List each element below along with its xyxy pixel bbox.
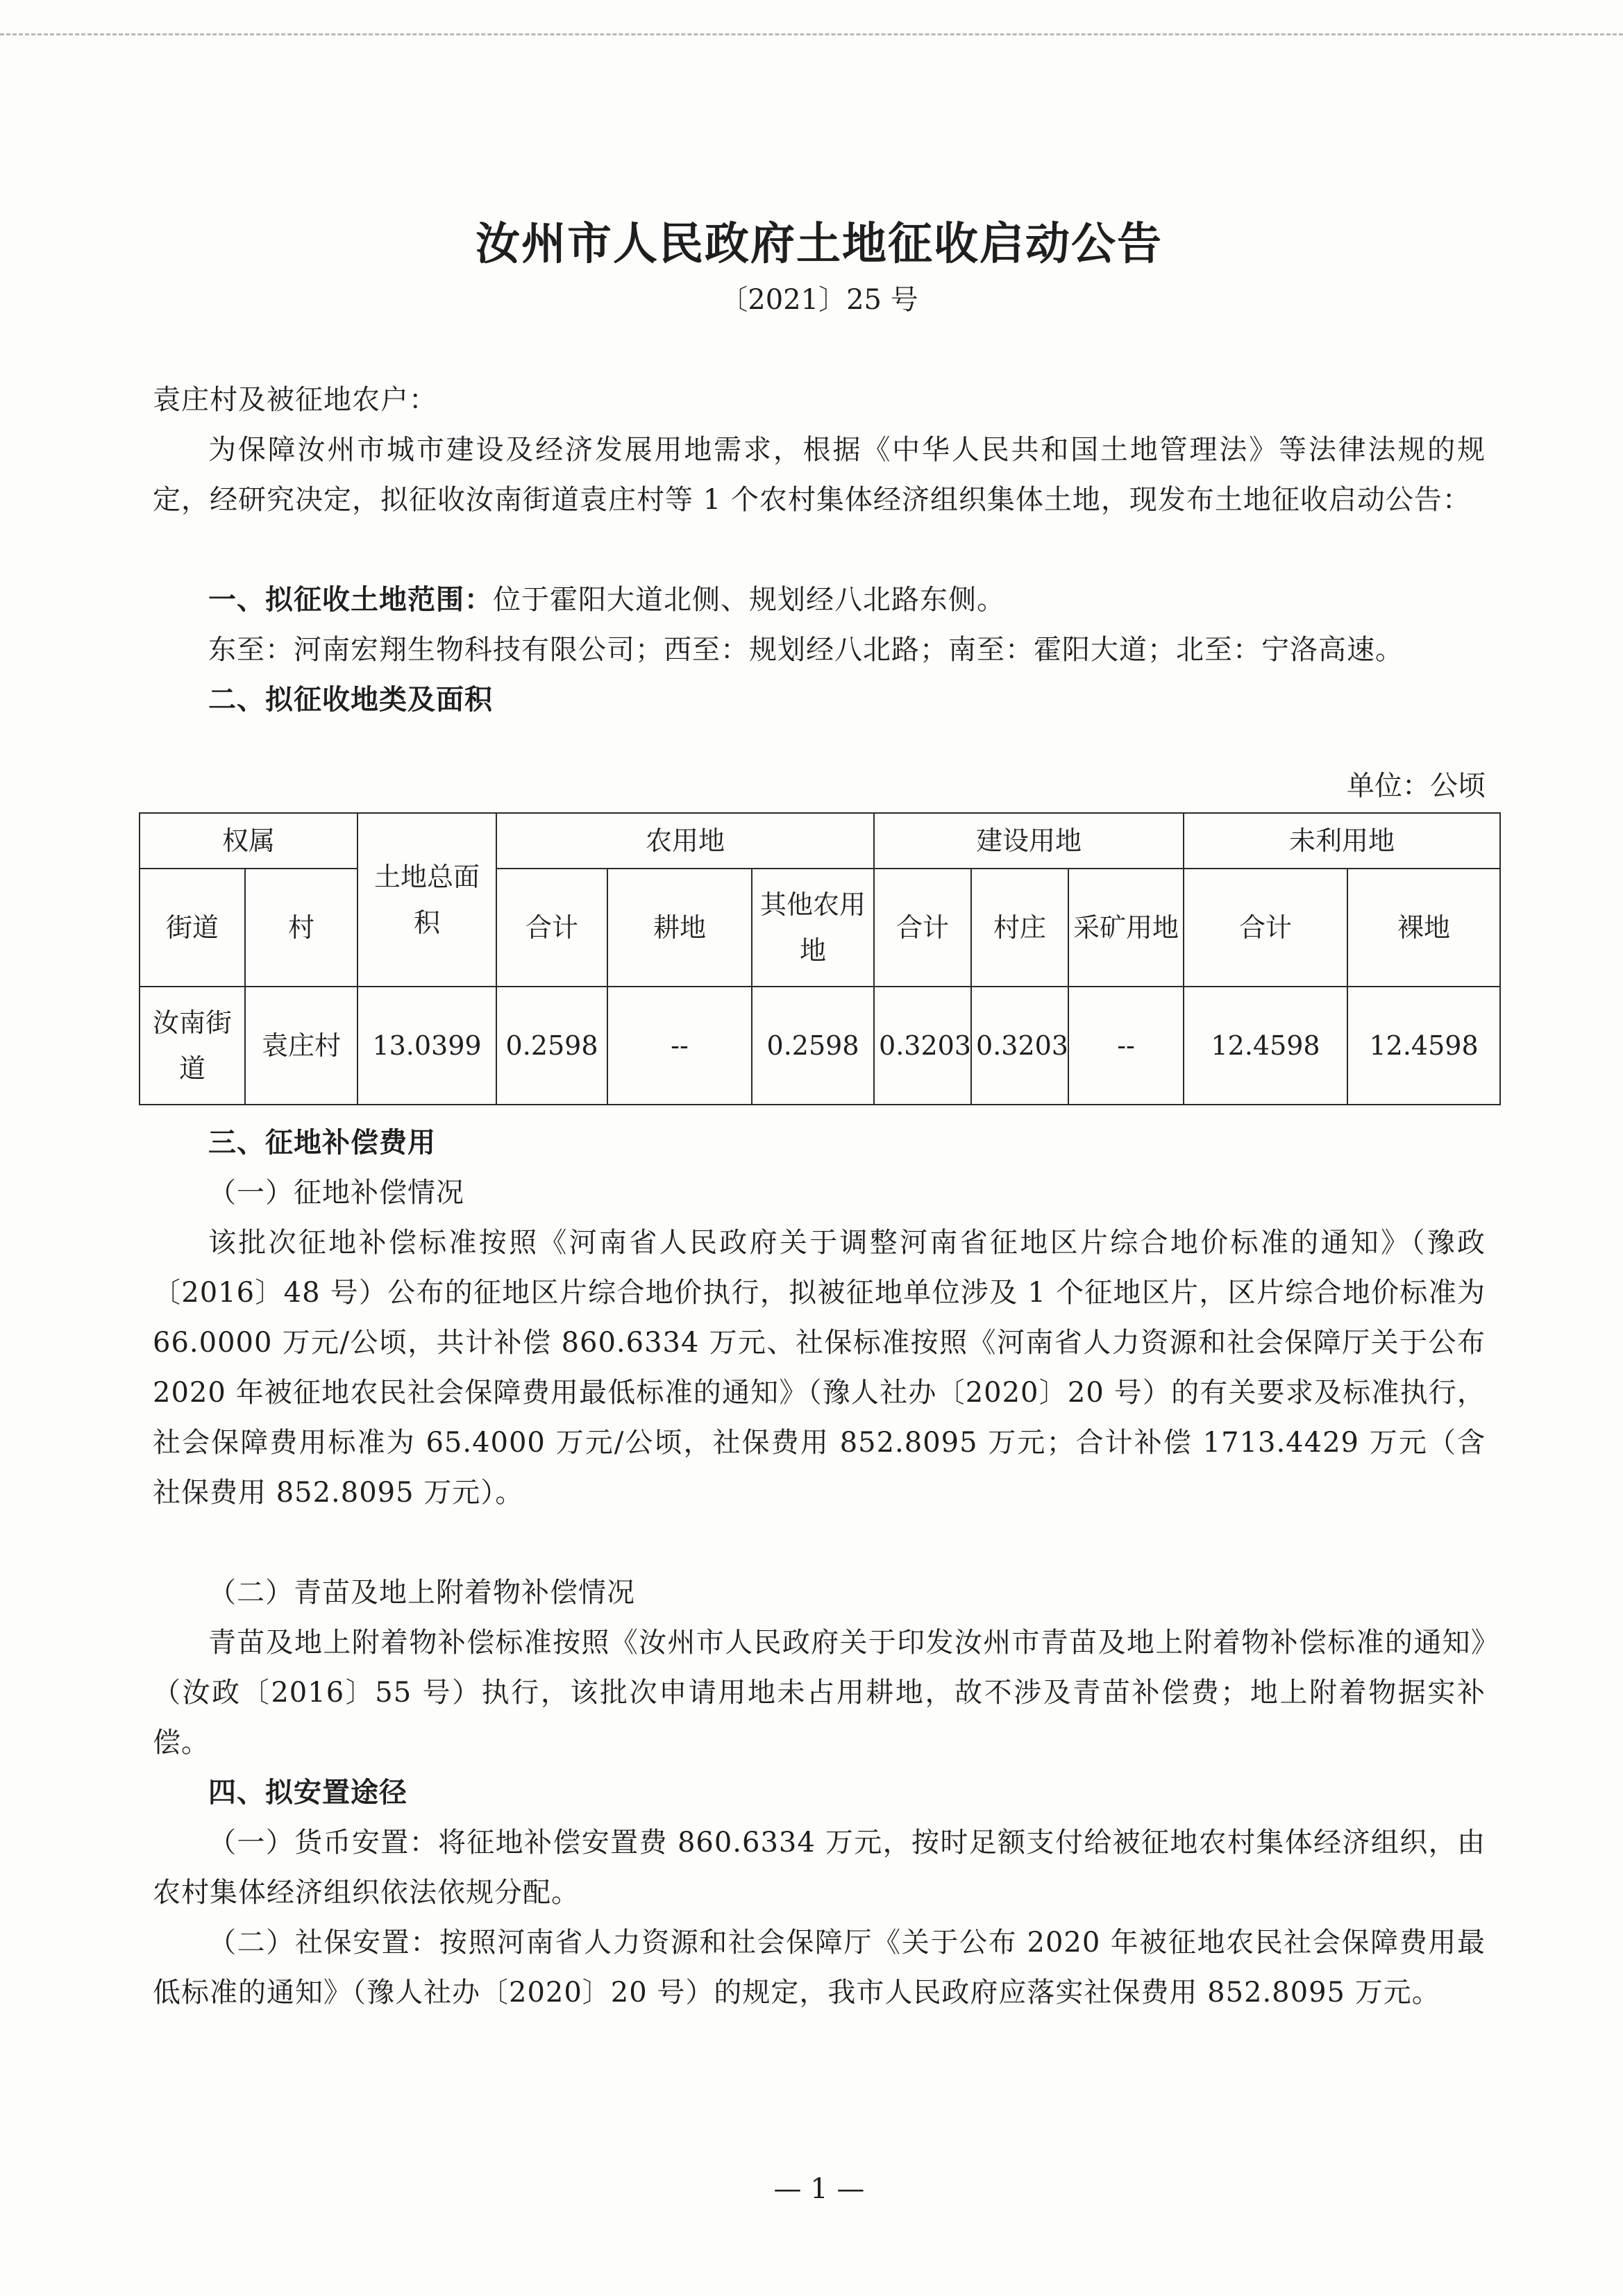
- section3-sub1-text: 该批次征地补偿标准按照《河南省人民政府关于调整河南省征地区片综合地价标准的通知》（豫政〔2016〕48 号）公布的征地区片综合地价执行，拟被征地单位涉及 1 个征地区片，区片综合地价标准为 66.0000 万元/公顷，共计补偿 860.6334 万元、社保标准按照《河南省人力资源和社会保障厅关于公布 2020 年被征地农民社会保障费用最低标准的通知》（豫人社办〔2020〕20 号）的有关要求及标准执行，社会保障费用标准为 65.4000 万元/公顷，社保费用 852.8095 万元；合计补偿 1713.4429 万元（含社保费用 852.8095 万元）。: [153, 1227, 1486, 1509]
- header-unused-subtotal: 合计: [1184, 869, 1347, 987]
- cell-village-land: 0.3203: [971, 987, 1068, 1105]
- section2-heading: 二、拟征收地类及面积: [208, 684, 493, 716]
- section4-item2: （二）社保安置：按照河南省人力资源和社会保障厅《关于公布 2020 年被征地农民社会保障费用最低标准的通知》（豫人社办〔2020〕20 号）的规定，我市人民政府应落实社保费用 852.8095 万元。: [153, 1927, 1486, 2009]
- header-agricultural: 农用地: [496, 813, 874, 869]
- header-bare: 裸地: [1347, 869, 1500, 987]
- header-mining: 采矿用地: [1068, 869, 1184, 987]
- header-total-area: 土地总面积: [358, 813, 496, 987]
- cell-bare: 12.4598: [1347, 987, 1500, 1105]
- section3-sub2-heading: （二）青苗及地上附着物补偿情况: [208, 1577, 635, 1609]
- header-other-agri: 其他农用地: [752, 869, 874, 987]
- section1-heading: 一、拟征收土地范围：: [208, 584, 493, 616]
- cell-street: 汝南街道: [140, 987, 245, 1105]
- header-village-land: 村庄: [971, 869, 1068, 987]
- salutation: 袁庄村及被征地农户：: [153, 384, 437, 416]
- header-construction: 建设用地: [874, 813, 1184, 869]
- header-agri-subtotal: 合计: [496, 869, 607, 987]
- section4-item1: （一）货币安置：将征地补偿安置费 860.6334 万元，按时足额支付给被征地农村集体经济组织，由农村集体经济组织依法依规分配。: [153, 1827, 1486, 1909]
- cell-cultivated: --: [607, 987, 752, 1105]
- section3-sub1-heading: （一）征地补偿情况: [208, 1177, 464, 1209]
- section3-sub2-text: 青苗及地上附着物补偿标准按照《汝州市人民政府关于印发汝州市青苗及地上附着物补偿标准的通知》（汝政〔2016〕55 号）执行，该批次申请用地未占用耕地，故不涉及青苗补偿费；地上附着物据实补偿。: [153, 1627, 1486, 1759]
- section1-bounds: 东至：河南宏翔生物科技有限公司；西至：规划经八北路；南至：霍阳大道；北至：宁洛高速。: [208, 634, 1404, 666]
- document-title: 汝州市人民政府土地征收启动公告: [476, 218, 1163, 270]
- section4-heading: 四、拟安置途径: [208, 1777, 407, 1809]
- header-unused: 未利用地: [1184, 813, 1500, 869]
- cell-mining: --: [1068, 987, 1184, 1105]
- table-row: [140, 987, 1500, 1105]
- intro-paragraph: 为保障汝州市城市建设及经济发展用地需求，根据《中华人民共和国土地管理法》等法律法规的规定，经研究决定，拟征收汝南街道袁庄村等 1 个农村集体经济组织集体土地，现发布土地征收启动公告：: [153, 434, 1486, 516]
- cell-unused-total: 12.4598: [1184, 987, 1347, 1105]
- header-village: 村: [245, 869, 358, 987]
- page-number: — 1 —: [773, 2173, 865, 2205]
- cell-total: 13.0399: [358, 987, 496, 1105]
- section1-paragraph: [153, 575, 1486, 625]
- header-cultivated: 耕地: [607, 869, 752, 987]
- section1-text: 位于霍阳大道北侧、规划经八北路东侧。: [493, 584, 1005, 616]
- unit-label: 单位：公顷: [1347, 770, 1486, 802]
- cell-other-agri: 0.2598: [752, 987, 874, 1105]
- document-number: 〔2021〕25 号: [720, 284, 918, 316]
- header-build-subtotal: 合计: [874, 869, 971, 987]
- cell-build-total: 0.3203: [874, 987, 971, 1105]
- scan-edge-line: [0, 33, 1623, 35]
- header-street: 街道: [140, 869, 245, 987]
- section3-heading: 三、征地补偿费用: [208, 1127, 436, 1159]
- cell-village: 袁庄村: [245, 987, 358, 1105]
- header-ownership: 权属: [140, 813, 358, 869]
- cell-agri-total: 0.2598: [496, 987, 607, 1105]
- land-area-table: [139, 812, 1501, 1105]
